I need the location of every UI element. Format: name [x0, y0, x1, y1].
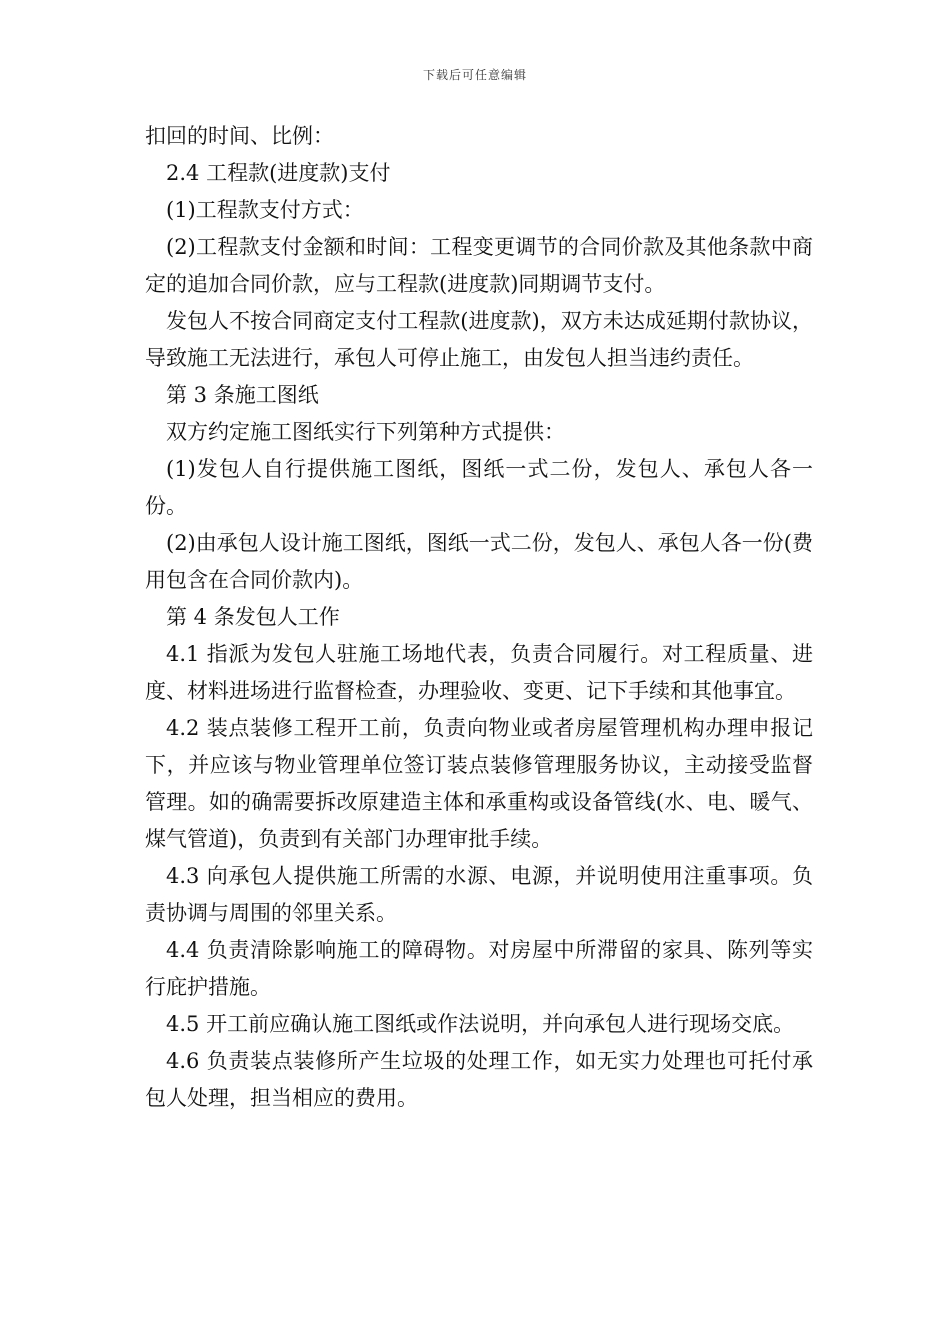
paragraph-16: 4.6 负责装点装修所产生垃圾的处理工作，如无实力处理也可托付承包人处理，担当相应的费用。 [145, 1049, 813, 1110]
paragraph-15: 4.5 开工前应确认施工图纸或作法说明，并向承包人进行现场交底。 [166, 1012, 795, 1036]
paragraph-11: 4.1 指派为发包人驻施工场地代表，负责合同履行。对工程质量、进度、材料进场进行监督检查，办理验收、变更、记下手续和其他事宜。 [145, 642, 813, 703]
section-heading-3: 第 3 条施工图纸 [166, 383, 319, 407]
paragraph-12: 4.2 装点装修工程开工前，负责向物业或者房屋管理机构办理申报记下，并应该与物业管理单位签订装点装修管理服务协议，主动接受监督管理。如的确需要拆改原建造主体和承重构或设备管线(水、电、暖气、煤气管道)，负责到有关部门办理审批手续。 [145, 716, 813, 851]
paragraph-2: 2.4 工程款(进度款)支付 [166, 161, 391, 185]
paragraph-1: 扣回的时间、比例： [145, 124, 334, 148]
page-header: 下载后可任意编辑 [422, 68, 527, 82]
paragraph-7: 双方约定施工图纸实行下列第种方式提供： [166, 420, 565, 444]
paragraph-14: 4.4 负责清除影响施工的障碍物。对房屋中所滞留的家具、陈列等实行庇护措施。 [145, 938, 813, 999]
paragraph-8: (1)发包人自行提供施工图纸，图纸一式二份，发包人、承包人各一份。 [145, 457, 813, 518]
section-heading-4: 第 4 条发包人工作 [166, 605, 340, 629]
paragraph-4: (2)工程款支付金额和时间：工程变更调节的合同价款及其他条款中商定的追加合同价款，应与工程款(进度款)同期调节支付。 [145, 235, 813, 296]
paragraph-5: 发包人不按合同商定支付工程款(进度款)，双方未达成延期付款协议，导致施工无法进行，承包人可停止施工，由发包人担当违约责任。 [145, 309, 813, 370]
paragraph-13: 4.3 向承包人提供施工所需的水源、电源，并说明使用注重事项。负责协调与周围的邻里关系。 [145, 864, 813, 925]
paragraph-3: (1)工程款支付方式： [166, 198, 364, 222]
document-body [145, 118, 813, 1117]
paragraph-9: (2)由承包人设计施工图纸，图纸一式二份，发包人、承包人各一份(费用包含在合同价款内)。 [145, 531, 813, 592]
